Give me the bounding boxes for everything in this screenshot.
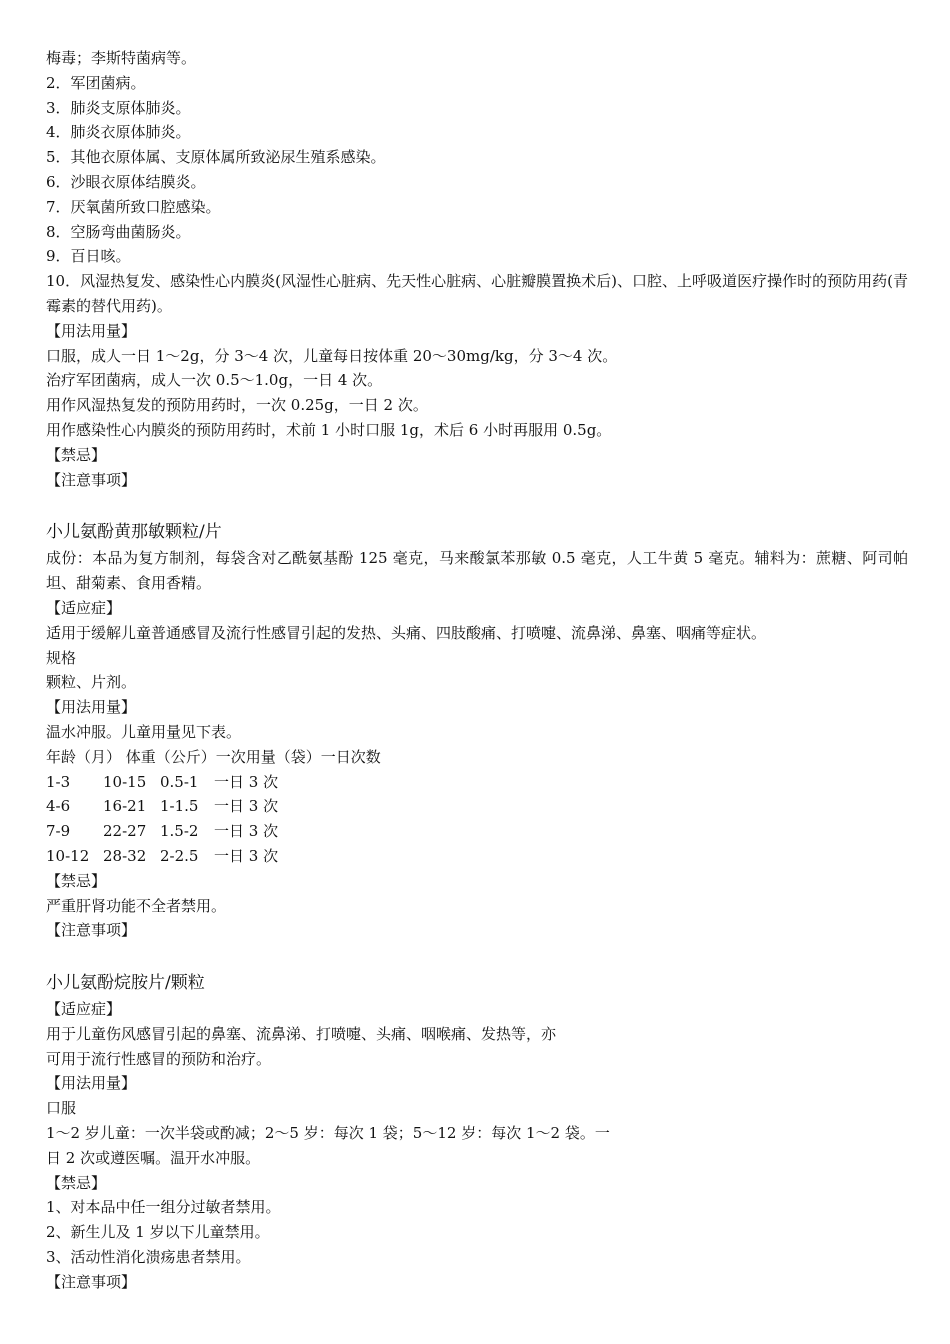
section-paediatric-paracetamol-amantadine: [46, 970, 908, 1295]
usage-line: 1～2 岁儿童：一次半袋或酌减；2～5 岁：每次 1 袋；5～12 岁：每次 1～2 袋。一: [46, 1124, 610, 1143]
contraindication-line: 2、新生儿及 1 岁以下儿童禁用。: [46, 1223, 270, 1242]
notes-heading: 【注意事项】: [46, 921, 137, 940]
drug-title: 小儿氨酚黄那敏颗粒/片: [46, 522, 222, 543]
indication-item: 3．肺炎支原体肺炎。: [46, 98, 191, 117]
indication-item: 7．厌氧菌所致口腔感染。: [46, 197, 221, 216]
indication-item: 9．百日咳。: [46, 247, 131, 266]
weight-cell: 10-15: [103, 772, 147, 791]
table-row: [46, 770, 908, 795]
text-line: 梅毒；李斯特菌病等。: [46, 49, 197, 67]
contraindication-line: 3、活动性消化溃疡患者禁用。: [46, 1248, 251, 1267]
section-spacer: [46, 492, 908, 517]
indication-item: 2．军团菌病。: [46, 73, 146, 92]
frequency-cell: 一日 3 次: [214, 772, 279, 791]
age-cell: 10-12: [46, 846, 90, 865]
section-paediatric-paracetamol-chlorphenamine: [46, 519, 908, 943]
usage-line: 口服: [46, 1099, 77, 1118]
age-cell: 1-3: [46, 772, 71, 791]
section-spacer: [46, 943, 908, 968]
indication-text: 适用于缓解儿童普通感冒及流行性感冒引起的发热、头痛、四肢酸痛、打喷嚏、流鼻涕、鼻塞、咽痛等症状。: [46, 623, 767, 642]
table-row: [46, 794, 908, 819]
usage-heading: 【用法用量】: [46, 321, 137, 340]
frequency-cell: 一日 3 次: [214, 822, 279, 841]
frequency-cell: 一日 3 次: [214, 846, 279, 865]
indication-item: 8．空肠弯曲菌肠炎。: [46, 222, 191, 241]
age-cell: 7-9: [46, 822, 71, 841]
weight-cell: 16-21: [103, 797, 147, 816]
indication-heading: 【适应症】: [46, 598, 122, 617]
age-cell: 4-6: [46, 797, 71, 816]
section-antibiotic-continued: [46, 46, 908, 492]
dose-cell: 0.5-1: [160, 772, 199, 791]
indication-item-10: 10．风湿热复发、感染性心内膜炎(风湿性心脏病、先天性心脏病、心脏瓣膜置换术后)、口腔、上呼吸道医疗操作时的预防用药(青霉素的替代用药)。: [46, 272, 908, 315]
table-row: [46, 844, 908, 869]
contraindication-heading: 【禁忌】: [46, 445, 107, 464]
usage-heading: 【用法用量】: [46, 1074, 137, 1093]
usage-line: 用作感染性心内膜炎的预防用药时，术前 1 小时口服 1g，术后 6 小时再服用 0.5g。: [46, 420, 612, 439]
dosage-table-header: 年龄（月） 体重（公斤）一次用量（袋）一日次数: [46, 747, 381, 766]
table-row: [46, 819, 908, 844]
notes-heading: 【注意事项】: [46, 1272, 137, 1291]
spec-label: 规格: [46, 648, 77, 667]
dose-cell: 1-1.5: [160, 797, 199, 816]
contraindication-heading: 【禁忌】: [46, 1173, 107, 1192]
indication-heading: 【适应症】: [46, 1000, 122, 1019]
spec-text: 颗粒、片剂。: [46, 673, 137, 692]
usage-line: 口服，成人一日 1～2g，分 3～4 次，儿童每日按体重 20～30mg/kg，分 3～4 次。: [46, 346, 618, 365]
usage-heading: 【用法用量】: [46, 698, 137, 717]
contraindication-heading: 【禁忌】: [46, 871, 107, 890]
contraindication-text: 严重肝肾功能不全者禁用。: [46, 896, 227, 915]
document-page: [46, 46, 908, 1295]
indication-line: 可用于流行性感冒的预防和治疗。: [46, 1049, 272, 1068]
frequency-cell: 一日 3 次: [214, 797, 279, 816]
weight-cell: 28-32: [103, 846, 147, 865]
usage-line: 用作风湿热复发的预防用药时，一次 0.25g，一日 2 次。: [46, 396, 428, 415]
usage-line: 日 2 次或遵医嘱。温开水冲服。: [46, 1148, 261, 1167]
dose-cell: 1.5-2: [160, 822, 199, 841]
indication-item: 5．其他衣原体属、支原体属所致泌尿生殖系感染。: [46, 148, 386, 167]
notes-heading: 【注意事项】: [46, 470, 137, 489]
weight-cell: 22-27: [103, 822, 147, 841]
indication-item: 6．沙眼衣原体结膜炎。: [46, 172, 206, 191]
usage-line: 治疗军团菌病，成人一次 0.5～1.0g，一日 4 次。: [46, 371, 383, 390]
composition-text: 成份：本品为复方制剂，每袋含对乙酰氨基酚 125 毫克，马来酸氯苯那敏 0.5 毫克，人工牛黄 5 毫克。辅料为：蔗糖、阿司帕坦、甜菊素、食用香精。: [46, 549, 908, 593]
indication-line: 用于儿童伤风感冒引起的鼻塞、流鼻涕、打喷嚏、头痛、咽喉痛、发热等，亦: [46, 1024, 557, 1043]
dose-cell: 2-2.5: [160, 846, 199, 865]
dosage-table: [46, 770, 908, 869]
drug-title: 小儿氨酚烷胺片/颗粒: [46, 973, 205, 994]
indication-item: 4．肺炎衣原体肺炎。: [46, 123, 191, 142]
contraindication-line: 1、对本品中任一组分过敏者禁用。: [46, 1198, 281, 1217]
usage-text: 温水冲服。儿童用量见下表。: [46, 722, 242, 741]
